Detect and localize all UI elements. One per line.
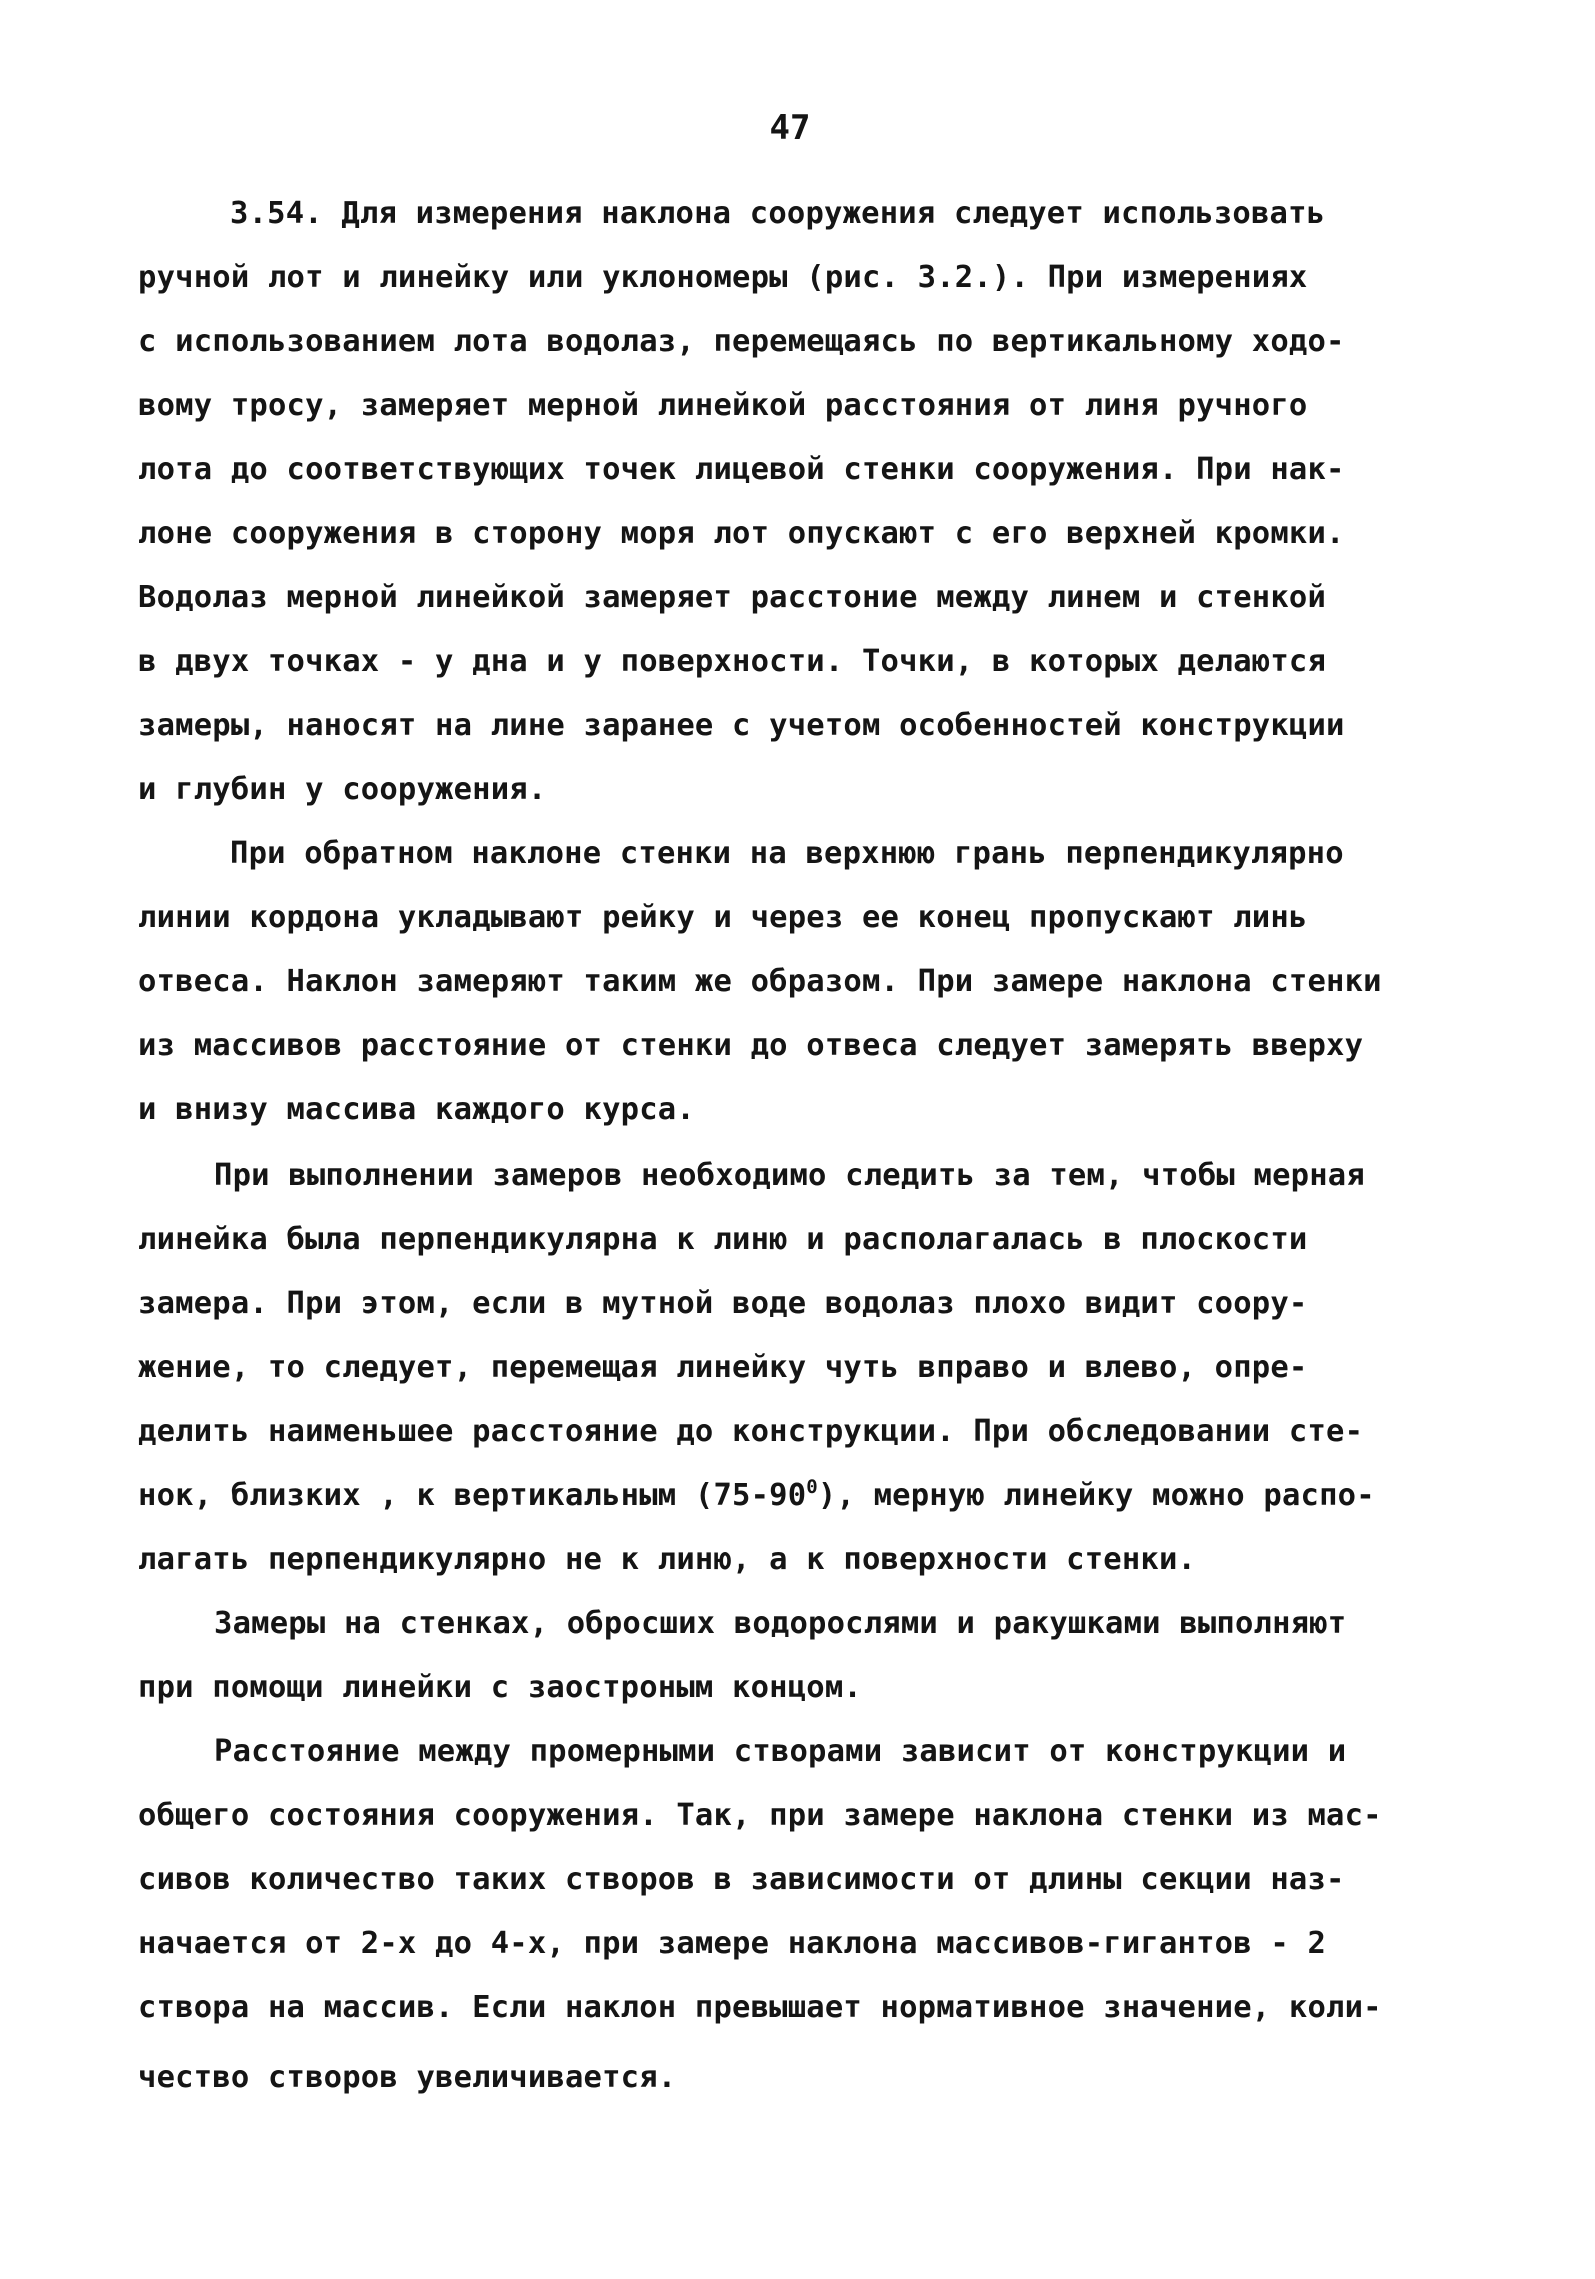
- text-line: общего состояния сооружения. Так, при замере наклона стенки из мас-: [138, 1798, 1382, 1833]
- text-line: отвеса. Наклон замеряют таким же образом. При замере наклона стенки: [138, 964, 1382, 999]
- text-line: и глубин у сооружения.: [138, 772, 547, 807]
- text-line: начается от 2-х до 4-х, при замере наклона массивов-гигантов - 2: [138, 1926, 1327, 1961]
- text-line: лагать перпендикулярно не к линю, а к поверхности стенки.: [138, 1542, 1197, 1577]
- degree-superscript: 0: [806, 1476, 818, 1498]
- text-line: 3.54. Для измерения наклона сооружения следует использовать: [230, 196, 1326, 231]
- text-line: при помощи линейки с заостроным концом.: [138, 1670, 862, 1705]
- text-line: Водолаз мерной линейкой замеряет расстоние между линем и стенкой: [138, 580, 1327, 615]
- text-line: замеры, наносят на лине заранее с учетом особенностей конструкции: [138, 708, 1345, 743]
- page-number: 47: [769, 108, 811, 148]
- text-line: сивов количество таких створов в зависимости от длины секции наз-: [138, 1862, 1345, 1897]
- paragraph-sounding-lines: [138, 1720, 1448, 2110]
- paragraph-3-54: [138, 182, 1448, 822]
- paragraph-overgrown-walls: [138, 1592, 1448, 1720]
- text-line: створа на массив. Если наклон превышает нормативное значение, коли-: [138, 1990, 1382, 2025]
- text-fragment: нок, близких , к вертикальным (75-90: [138, 1478, 807, 1513]
- text-line: и внизу массива каждого курса.: [138, 1092, 695, 1127]
- text-line: в двух точках - у дна и у поверхности. Точки, в которых делаются: [138, 644, 1327, 679]
- text-line: Замеры на стенках, обросших водорослями и ракушками выполняют: [214, 1606, 1347, 1641]
- text-line: При выполнении замеров необходимо следить за тем, чтобы мерная: [214, 1158, 1365, 1193]
- text-line: замера. При этом, если в мутной воде водолаз плохо видит соору-: [138, 1286, 1308, 1321]
- paragraph-measurement-rules: [138, 1144, 1448, 1592]
- text-line: лота до соответствующих точек лицевой стенки сооружения. При нак-: [138, 452, 1345, 487]
- text-line: с использованием лота водолаз, перемещаясь по вертикальному ходо-: [138, 324, 1345, 359]
- paragraph-reverse-tilt: [138, 822, 1448, 1142]
- text-line: Расстояние между промерными створами зависит от конструкции и: [214, 1734, 1347, 1769]
- text-line: линии кордона укладывают рейку и через ее конец пропускают линь: [138, 900, 1308, 935]
- text-line: делить наименьшее расстояние до конструкции. При обследовании сте-: [138, 1414, 1364, 1449]
- text-line-with-angle: [138, 1464, 1448, 1528]
- text-line: При обратном наклоне стенки на верхнюю грань перпендикулярно: [230, 836, 1344, 871]
- text-line: линейка была перпендикулярна к линю и располагалась в плоскости: [138, 1222, 1308, 1257]
- text-line: вому тросу, замеряет мерной линейкой расстояния от линя ручного: [138, 388, 1308, 423]
- text-fragment: ),: [817, 1478, 874, 1513]
- text-line: чество створов увеличивается.: [138, 2060, 677, 2095]
- text-line: ручной лот и линейку или уклономеры (рис. 3.2.). При измерениях: [138, 260, 1308, 295]
- text-line: из массивов расстояние от стенки до отвеса следует замерять вверху: [138, 1028, 1364, 1063]
- text-line: жение, то следует, перемещая линейку чуть вправо и влево, опре-: [138, 1350, 1308, 1385]
- text-line: лоне сооружения в сторону моря лот опускают с его верхней кромки.: [138, 516, 1345, 551]
- text-fragment: мерную линейку можно распо-: [873, 1478, 1375, 1513]
